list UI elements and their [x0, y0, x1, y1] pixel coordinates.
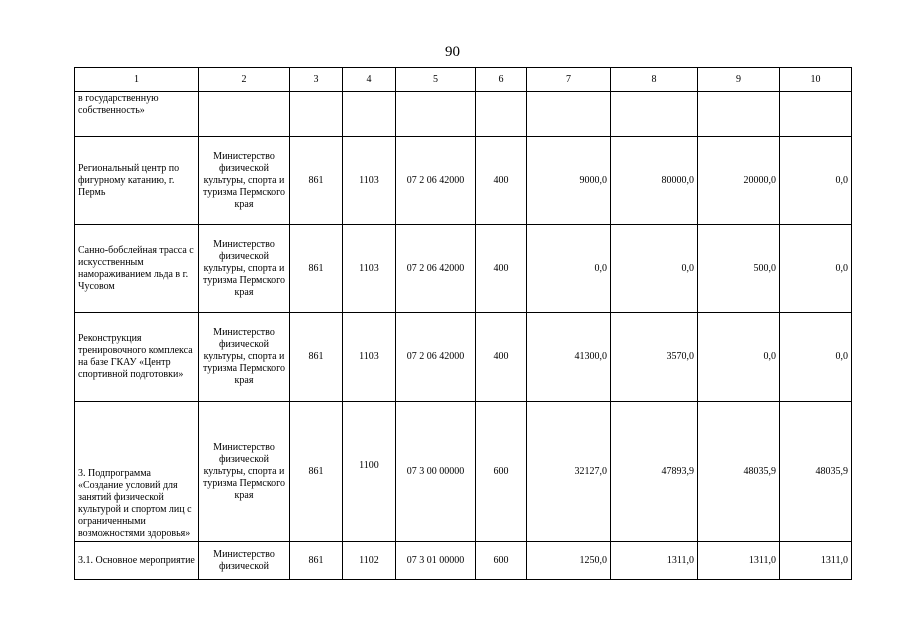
table-cell: 07 2 06 42000: [396, 225, 476, 313]
table-cell: 41300,0: [527, 313, 611, 402]
table-cell: 1250,0: [527, 542, 611, 580]
table-cell-agency: Министерство физической культуры, спорта и туризма Пермского края: [199, 225, 290, 313]
table-cell: [527, 92, 611, 137]
table-cell-name: Региональный центр по фигурному катанию, г. Пермь: [75, 137, 199, 225]
col-header-7: 7: [527, 68, 611, 92]
table-cell: 3570,0: [611, 313, 698, 402]
header-row: [75, 68, 852, 92]
col-header-3: 3: [290, 68, 343, 92]
table-cell-agency: Министерство физической: [199, 542, 290, 580]
table-cell-agency: Министерство физической культуры, спорта и туризма Пермского края: [199, 137, 290, 225]
table-cell: 07 3 01 00000: [396, 542, 476, 580]
table-cell: 0,0: [780, 313, 852, 402]
table-cell: [343, 92, 396, 137]
table-cell: [476, 92, 527, 137]
table-cell: [698, 92, 780, 137]
table-cell: 07 2 06 42000: [396, 137, 476, 225]
table-cell: 0,0: [780, 137, 852, 225]
col-header-1: 1: [75, 68, 199, 92]
table-cell: 07 2 06 42000: [396, 313, 476, 402]
table-cell: 20000,0: [698, 137, 780, 225]
col-header-4: 4: [343, 68, 396, 92]
table-cell: 80000,0: [611, 137, 698, 225]
table-row: [75, 137, 852, 225]
table-cell: 1103: [343, 137, 396, 225]
table-cell: 600: [476, 542, 527, 580]
table-cell-name: 3. Подпрограмма «Создание условий для занятий физической культурой и спортом лиц с ограниченными возможностями здоровья»: [75, 402, 199, 542]
table-cell: 861: [290, 313, 343, 402]
table-cell: [396, 92, 476, 137]
table-cell: 400: [476, 137, 527, 225]
col-header-10: 10: [780, 68, 852, 92]
table-cell: 1311,0: [780, 542, 852, 580]
table-cell: 1103: [343, 225, 396, 313]
table-cell: 0,0: [780, 225, 852, 313]
table-cell: 0,0: [698, 313, 780, 402]
table-cell-name: Реконструкция тренировочного комплекса на базе ГКАУ «Центр спортивной подготовки»: [75, 313, 199, 402]
page-number: 90: [445, 44, 460, 60]
table-cell: 1311,0: [698, 542, 780, 580]
table-cell: 9000,0: [527, 137, 611, 225]
table-cell-name: 3.1. Основное мероприятие: [75, 542, 199, 580]
table-row: [75, 402, 852, 542]
table-cell: 500,0: [698, 225, 780, 313]
table-cell: 1103: [343, 313, 396, 402]
table-cell-name: в государственную собственность»: [75, 92, 199, 137]
table-cell: [611, 92, 698, 137]
col-header-5: 5: [396, 68, 476, 92]
table-cell-name: Санно-бобслейная трасса с искусственным намораживанием льда в г. Чусовом: [75, 225, 199, 313]
table-row: [75, 92, 852, 137]
table-cell-agency: Министерство физической культуры, спорта и туризма Пермского края: [199, 313, 290, 402]
table-cell: 600: [476, 402, 527, 542]
col-header-8: 8: [611, 68, 698, 92]
table-cell: [290, 92, 343, 137]
table-cell: 400: [476, 313, 527, 402]
col-header-2: 2: [199, 68, 290, 92]
table-row: [75, 313, 852, 402]
table-cell: 0,0: [527, 225, 611, 313]
table-cell: 48035,9: [780, 402, 852, 542]
table-cell: 1100: [359, 459, 379, 471]
col-header-6: 6: [476, 68, 527, 92]
table-cell: 1102: [343, 542, 396, 580]
table-row: [75, 225, 852, 313]
table-cell: 47893,9: [611, 402, 698, 542]
table-cell: [780, 92, 852, 137]
col-header-9: 9: [698, 68, 780, 92]
table-cell: 861: [290, 137, 343, 225]
table-cell: 861: [290, 542, 343, 580]
table-cell: 1311,0: [611, 542, 698, 580]
table-cell: 0,0: [611, 225, 698, 313]
table-cell-wrap: [343, 402, 396, 542]
budget-table: [74, 67, 852, 580]
table-cell-agency: [199, 92, 290, 137]
table-cell: 861: [290, 402, 343, 542]
table-cell: 48035,9: [698, 402, 780, 542]
table-cell: 861: [290, 225, 343, 313]
table-cell-agency: Министерство физической культуры, спорта и туризма Пермского края: [199, 402, 290, 542]
table-cell: 400: [476, 225, 527, 313]
table-row: [75, 542, 852, 580]
table-cell: 07 3 00 00000: [396, 402, 476, 542]
table-cell: 32127,0: [527, 402, 611, 542]
